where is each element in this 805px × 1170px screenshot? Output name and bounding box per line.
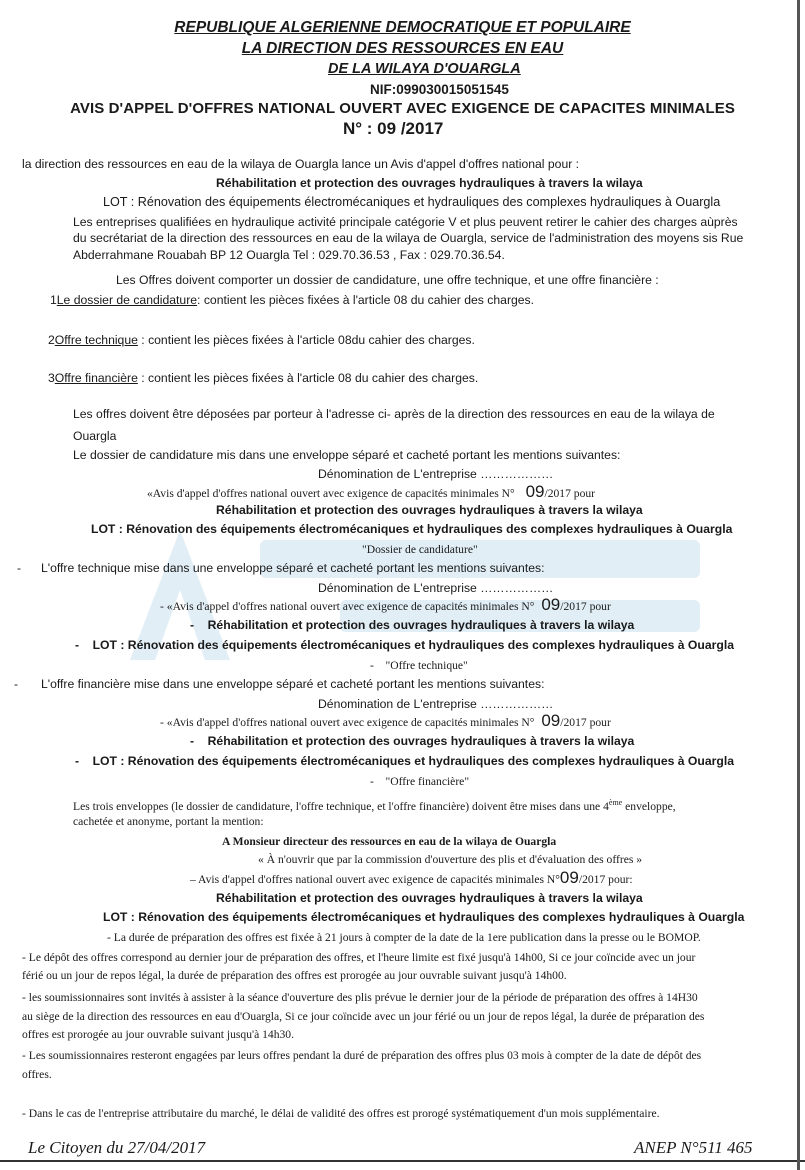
lot-title: - LOT : Rénovation des équipements électromécaniques et hydrauliques des complexes hydrauliques à Ouargla (75, 754, 734, 768)
eligibility-line: Abderrahmane Rouabah BP 12 Ouargla Tel : 029.70.36.53 , Fax : 029.70.36.54. (73, 248, 505, 262)
header-nif: NIF:099030015051545 (370, 82, 509, 97)
item-text: : contient les pièces fixées à l'article 08du cahier des charges. (137, 333, 475, 347)
envelope-avis: «Avis d'appel d'offres national ouvert avec exigence de capacités minimales N° 09/2017 pour (147, 482, 596, 501)
condition-line: - Les soumissionnaires resteront engagées par leurs offres pendant la duré de préparation des offres plus 03 mois à compter de la date de dépôt des (22, 1049, 702, 1062)
item-technique (48, 333, 475, 348)
item-candidature (50, 293, 534, 308)
envelope-number: 09 (525, 482, 545, 501)
item-label: Offre technique (54, 333, 138, 347)
fourth-avis: – Avis d'appel d'offres national ouvert avec exigence de capacités minimales N°09/2017 pour: (190, 868, 633, 887)
eligibility-line: Les entreprises qualifiées en hydraulique activité principale catégorie V et plus peuvent retirer le cahier des charges aùprès (73, 215, 738, 229)
object-title: - Réhabilitation et protection des ouvrages hydrauliques à travers la wilaya (190, 734, 635, 748)
fin-intro: L'offre financière mise dans une enveloppe séparé et cacheté portant les mentions suivantes: (41, 677, 545, 691)
item-number: 1 (50, 293, 57, 307)
envelope-label: - "Offre financière" (370, 775, 470, 788)
condition-line: - Le dépôt des offres correspond au dernier jour de préparation des offres, et l'heure limite est fixé jusqu'à 14h00, Si ce jour coïncide avec un jour (22, 951, 696, 964)
envelope-number: 09 (541, 595, 561, 614)
header-wilaya: DE LA WILAYA D'OUARGLA (328, 61, 521, 77)
header-direction: LA DIRECTION DES RESSOURCES EN EAU (241, 40, 564, 57)
fourth-envelope-text: Les trois enveloppes (le dossier de candidature, l'offre technique, et l'offre financière) doivent être mises dans une 4ème enveloppe, (73, 798, 676, 813)
lot-title: LOT : Rénovation des équipements électromécaniques et hydrauliques des complexes hydrauliques à Ouargla (103, 910, 745, 924)
tech-intro: L'offre technique mise dans une enveloppe séparé et cacheté portant les mentions suivantes: (41, 561, 545, 575)
object-title: Réhabilitation et protection des ouvrages hydrauliques à travers la wilaya (216, 891, 643, 905)
condition-line: au siège de la direction des ressources en eau d'Ouargla, Si ce jour coïncide avec un jour férié ou un jour de repos légal, la durée de préparation des (22, 1010, 705, 1023)
deposit-line: Le dossier de candidature mis dans une enveloppe séparé et cacheté portant les mentions suivantes: (73, 448, 621, 462)
item-label: Offre financière (54, 371, 138, 385)
denomination-line: Dénomination de L'entreprise ……………… (318, 697, 554, 711)
object-title: Réhabilitation et protection des ouvrages hydrauliques à travers la wilaya (216, 503, 643, 517)
item-financiere (48, 371, 478, 386)
item-number: 3 (48, 371, 55, 385)
anep-reference: ANEP N°511 465 (634, 1138, 753, 1157)
lot-title: LOT : Rénovation des équipements électromécaniques et hydrauliques des complexes hydrauliques à Ouargla (91, 522, 733, 536)
tender-number: N° : 09 /2017 (343, 119, 444, 138)
header-republic: REPUBLIQUE ALGERIENNE DEMOCRATIQUE ET POPULAIRE (174, 19, 631, 36)
bottom-rule (0, 1160, 805, 1162)
dash: - (14, 677, 19, 691)
fourth-envelope-text: cachetée et anonyme, portant la mention: (73, 815, 264, 828)
page-title: AVIS D'APPEL D'OFFRES NATIONAL OUVERT AVEC EXIGENCE DE CAPACITES MINIMALES (70, 100, 735, 117)
lot-title: LOT : Rénovation des équipements électromécaniques et hydrauliques des complexes hydrauliques à Ouargla (103, 195, 721, 209)
deposit-line: Les offres doivent être déposées par porteur à l'adresse ci- après de la direction des ressources en eau de la wilaya de (73, 407, 715, 421)
condition-line: offres est prorogée au jour ouvrable suivant jusqu'à 14h30. (22, 1028, 295, 1041)
dash: - (17, 561, 22, 575)
item-text: : contient les pièces fixées à l'article 08 du cahier des charges. (197, 293, 535, 307)
condition-line: - La durée de préparation des offres est fixée à 21 jours à compter de la date de la 1ere publication dans la presse ou le BOMOP. (107, 931, 701, 944)
intro-text: la direction des ressources en eau de la wilaya de Ouargla lance un Avis d'appel d'offres national pour : (22, 157, 580, 171)
object-title: Réhabilitation et protection des ouvrages hydrauliques à travers la wilaya (216, 176, 643, 190)
envelope-label: - "Offre technique" (370, 659, 468, 672)
condition-line: férié ou un jour de repos légal, la durée de préparation des offres est prorogée au jour ouvrable suivant jusqu'à 14h00. (22, 969, 567, 982)
offers-intro: Les Offres doivent comporter un dossier de candidature, une offre technique, et une offre financière : (116, 273, 659, 287)
eligibility-line: du secrétariat de la direction des ressources en eau de la wilaya de Ouargla, service de l'administration des moyens sis Rue (73, 231, 744, 245)
condition-line: - Dans le cas de l'entreprise attributaire du marché, le délai de validité des offres est prorogé systématiquement d'un mois supplémentaire. (22, 1107, 660, 1120)
envelope-avis: - «Avis d'appel d'offres national ouvert avec exigence de capacités minimales N° 09/2017 pour (160, 595, 611, 614)
item-number: 2 (48, 333, 55, 347)
envelope-number: 09 (559, 868, 579, 887)
item-label: Le dossier de candidature (56, 293, 198, 307)
denomination-line: Dénomination de L'entreprise ……………… (318, 467, 554, 481)
envelope-avis: - «Avis d'appel d'offres national ouvert avec exigence de capacités minimales N° 09/2017 pour (160, 711, 611, 730)
page-edge (797, 0, 800, 1170)
addressee: A Monsieur directeur des ressources en eau de la wilaya de Ouargla (222, 835, 557, 848)
opening-notice: « À n'ouvrir que par la commission d'ouverture des plis et d'évaluation des offres » (258, 853, 643, 866)
envelope-label: "Dossier de candidature" (362, 543, 478, 556)
denomination-line: Dénomination de L'entreprise ……………… (318, 581, 554, 595)
object-title: - Réhabilitation et protection des ouvrages hydrauliques à travers la wilaya (190, 618, 635, 632)
publication-source: Le Citoyen du 27/04/2017 (28, 1138, 206, 1157)
item-text: : contient les pièces fixées à l'article 08 du cahier des charges. (137, 371, 479, 385)
deposit-line: Ouargla (73, 429, 117, 443)
condition-line: - les soumissionnaires sont invités à assister à la séance d'ouverture des plis prévue le dernier jour de la période de préparation des offres à 14H30 (22, 991, 698, 1004)
envelope-number: 09 (541, 711, 561, 730)
lot-title: - LOT : Rénovation des équipements électromécaniques et hydrauliques des complexes hydrauliques à Ouargla (75, 638, 734, 652)
condition-line: offres. (22, 1068, 52, 1081)
